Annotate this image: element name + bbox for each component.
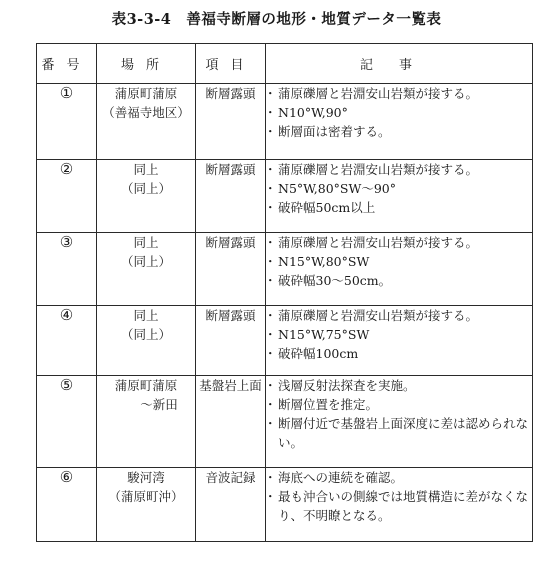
note-item: ・ 破砕幅50cm以上 <box>266 198 532 217</box>
location-line: 蒲原町蒲原 <box>114 86 178 101</box>
header-location: 場所 <box>97 44 196 84</box>
row-notes <box>266 233 533 306</box>
row-number: ④ <box>37 306 97 376</box>
note-item: ・ 蒲原礫層と岩淵安山岩類が接する。 <box>266 233 532 252</box>
row-notes <box>266 306 533 376</box>
row-item: 音波記録 <box>196 468 266 542</box>
location-line: 同上 <box>133 162 159 177</box>
row-location <box>97 84 196 160</box>
row-notes <box>266 84 533 160</box>
row-item: 断層露頭 <box>196 306 266 376</box>
table-title: 表3-3-4 善福寺断層の地形・地質データ一覧表 <box>111 11 442 28</box>
row-location <box>97 233 196 306</box>
location-line: （同上） <box>120 254 171 269</box>
row-number: ⑤ <box>37 376 97 468</box>
row-item: 断層露頭 <box>196 84 266 160</box>
note-item: ・ 蒲原礫層と岩淵安山岩類が接する。 <box>266 84 532 103</box>
note-item: ・ 蒲原礫層と岩淵安山岩類が接する。 <box>266 160 532 179</box>
row-location <box>97 468 196 542</box>
note-item: ・ N15°W,75°SW <box>266 325 532 344</box>
location-line: （同上） <box>120 327 171 342</box>
row-notes <box>266 160 533 233</box>
note-item: ・ N15°W,80°SW <box>266 252 532 271</box>
row-notes <box>266 468 533 542</box>
row-number: ⑥ <box>37 468 97 542</box>
header-no: 番号 <box>37 44 97 84</box>
note-item: ・ 蒲原礫層と岩淵安山岩類が接する。 <box>266 306 532 325</box>
location-line: 同上 <box>133 308 159 323</box>
row-number: ③ <box>37 233 97 306</box>
header-notes: 記事 <box>266 44 533 84</box>
header-item: 項目 <box>196 44 266 84</box>
note-item: ・ 断層面は密着する。 <box>266 122 532 141</box>
location-line: 蒲原町蒲原 <box>114 378 178 393</box>
table-row <box>37 84 533 160</box>
header-row <box>37 44 533 84</box>
table-row <box>37 233 533 306</box>
note-item: ・ 海底への連続を確認。 <box>266 468 532 487</box>
row-location <box>97 376 196 468</box>
location-line: （同上） <box>120 181 171 196</box>
note-item: ・ N5°W,80°SW〜90° <box>266 179 532 198</box>
location-line: 〜新田 <box>140 397 178 412</box>
note-item: ・ N10°W,90° <box>266 103 532 122</box>
table-row <box>37 160 533 233</box>
location-line: 駿河湾 <box>127 470 165 485</box>
note-item: ・ 破砕幅100cm <box>266 344 532 363</box>
location-line: （蒲原町沖） <box>108 489 184 504</box>
row-location <box>97 160 196 233</box>
location-line: 同上 <box>133 235 159 250</box>
note-item: ・ 最も沖合いの側線では地質構造に差がなくなり、不明瞭となる。 <box>266 487 532 525</box>
note-item: ・ 破砕幅30〜50cm。 <box>266 271 532 290</box>
table-row <box>37 376 533 468</box>
row-number: ① <box>37 84 97 160</box>
row-notes <box>266 376 533 468</box>
row-item: 断層露頭 <box>196 160 266 233</box>
table-row <box>37 306 533 376</box>
row-number: ② <box>37 160 97 233</box>
table-row <box>37 468 533 542</box>
note-item: ・ 断層付近で基盤岩上面深度に差は認められない。 <box>266 414 532 452</box>
row-location <box>97 306 196 376</box>
note-item: ・ 断層位置を推定。 <box>266 395 532 414</box>
location-line: （善福寺地区） <box>102 105 190 120</box>
row-item: 断層露頭 <box>196 233 266 306</box>
row-item: 基盤岩上面 <box>196 376 266 468</box>
data-table <box>36 43 533 542</box>
note-item: ・ 浅層反射法探査を実施。 <box>266 376 532 395</box>
